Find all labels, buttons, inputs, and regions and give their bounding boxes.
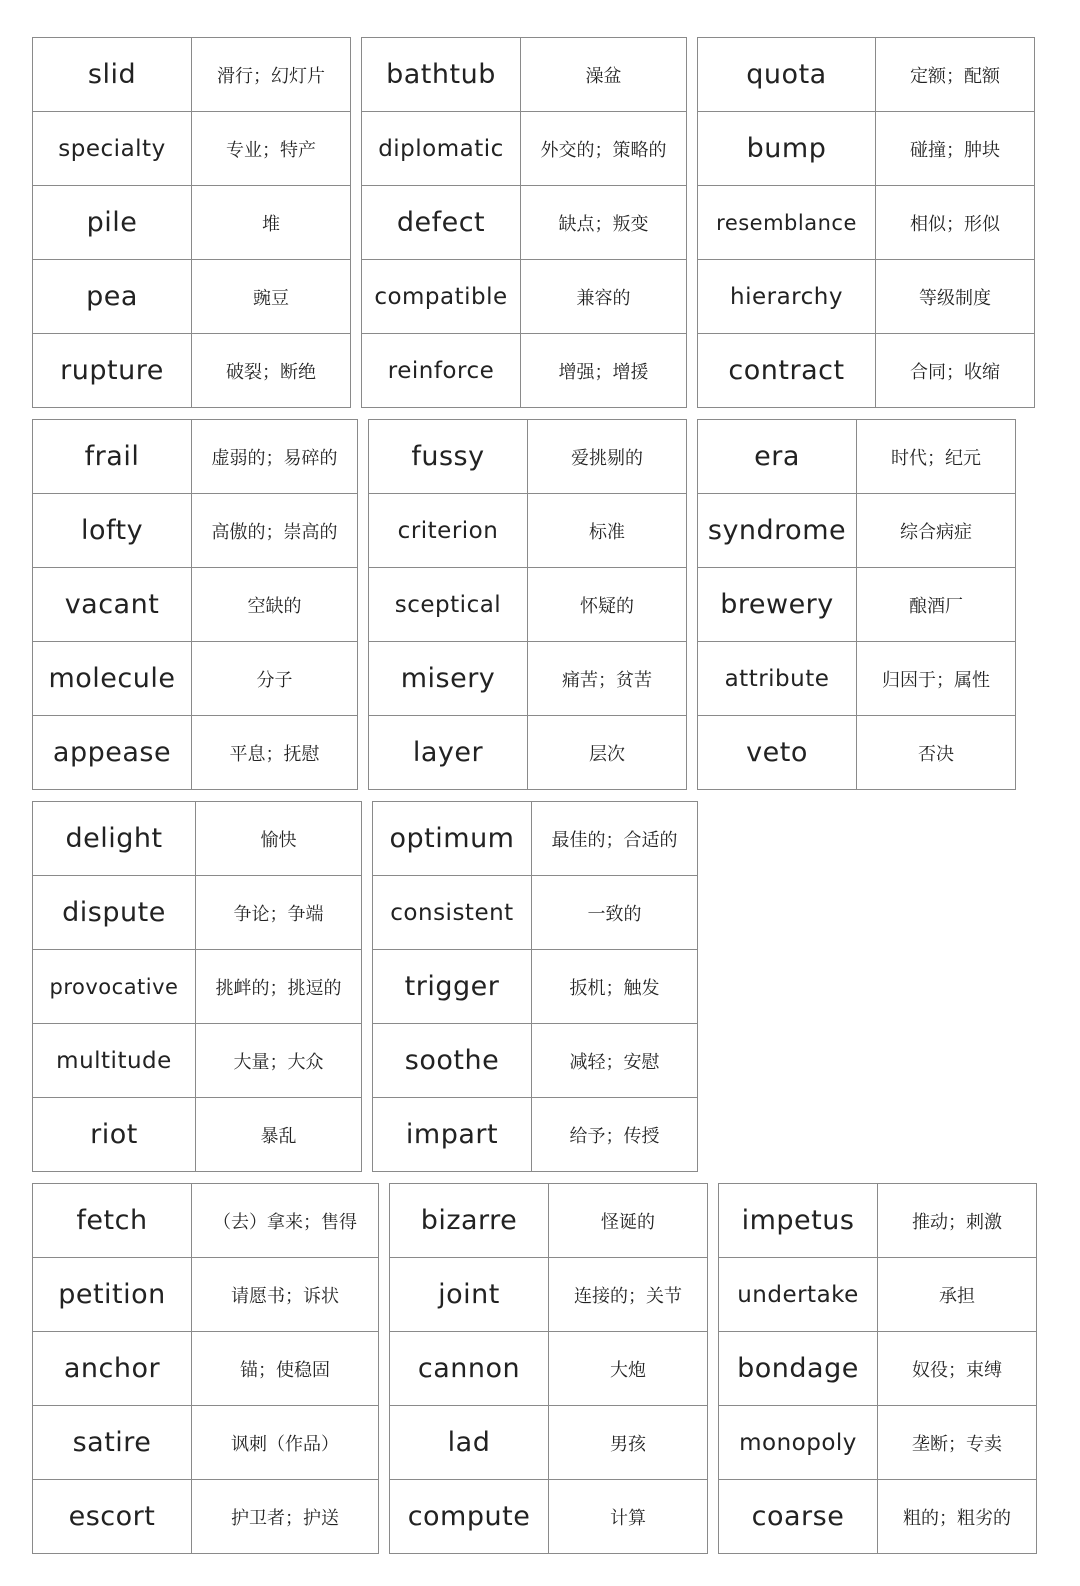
- word-cell: delight: [33, 802, 196, 876]
- word-cell: escort: [33, 1480, 192, 1554]
- meaning-cell: 大量；大众: [196, 1024, 362, 1098]
- word-cell: satire: [33, 1406, 192, 1480]
- word-cell: lofty: [33, 494, 192, 568]
- table-row: [698, 38, 1035, 112]
- meaning-cell: 扳机；触发: [532, 950, 698, 1024]
- table-row: [373, 802, 698, 876]
- word-cell: sceptical: [369, 568, 528, 642]
- meaning-cell: 怪诞的: [549, 1184, 708, 1258]
- word-cell: quota: [698, 38, 876, 112]
- word-cell: hierarchy: [698, 260, 876, 334]
- meaning-cell: 标准: [528, 494, 687, 568]
- table-row: [33, 112, 351, 186]
- meaning-cell: 大炮: [549, 1332, 708, 1406]
- meaning-cell: 粗的；粗劣的: [878, 1480, 1037, 1554]
- table-row: [698, 260, 1035, 334]
- meaning-cell: 请愿书；诉状: [192, 1258, 379, 1332]
- table-row: [698, 568, 1016, 642]
- word-cell: era: [698, 420, 857, 494]
- table-row: [698, 494, 1016, 568]
- meaning-cell: 相似；形似: [876, 186, 1035, 260]
- word-cell: bondage: [719, 1332, 878, 1406]
- meaning-cell: 虚弱的；易碎的: [192, 420, 358, 494]
- word-cell: consistent: [373, 876, 532, 950]
- meaning-cell: 最佳的；合适的: [532, 802, 698, 876]
- word-cell: veto: [698, 716, 857, 790]
- table-row: [698, 186, 1035, 260]
- meaning-cell: 增强；增援: [521, 334, 687, 408]
- vocab-table-10: [389, 1183, 708, 1554]
- meaning-cell: 承担: [878, 1258, 1037, 1332]
- table-row: [390, 1406, 708, 1480]
- word-cell: impart: [373, 1098, 532, 1172]
- meaning-cell: 推动；刺激: [878, 1184, 1037, 1258]
- word-cell: brewery: [698, 568, 857, 642]
- meaning-cell: 层次: [528, 716, 687, 790]
- word-cell: reinforce: [362, 334, 521, 408]
- table-row: [390, 1258, 708, 1332]
- word-cell: petition: [33, 1258, 192, 1332]
- word-cell: rupture: [33, 334, 192, 408]
- table-row: [33, 1258, 379, 1332]
- table-row: [698, 112, 1035, 186]
- word-cell: contract: [698, 334, 876, 408]
- word-cell: joint: [390, 1258, 549, 1332]
- table-row: [390, 1184, 708, 1258]
- word-cell: criterion: [369, 494, 528, 568]
- table-row: [33, 420, 358, 494]
- table-row: [33, 38, 351, 112]
- meaning-cell: 挑衅的；挑逗的: [196, 950, 362, 1024]
- table-row: [33, 642, 358, 716]
- word-cell: misery: [369, 642, 528, 716]
- word-cell: appease: [33, 716, 192, 790]
- word-cell: anchor: [33, 1332, 192, 1406]
- word-cell: fussy: [369, 420, 528, 494]
- word-cell: lad: [390, 1406, 549, 1480]
- word-cell: slid: [33, 38, 192, 112]
- meaning-cell: 专业；特产: [192, 112, 351, 186]
- table-row: [373, 1024, 698, 1098]
- word-cell: optimum: [373, 802, 532, 876]
- word-cell: impetus: [719, 1184, 878, 1258]
- meaning-cell: 分子: [192, 642, 358, 716]
- meaning-cell: 连接的；关节: [549, 1258, 708, 1332]
- meaning-cell: 男孩: [549, 1406, 708, 1480]
- meaning-cell: 兼容的: [521, 260, 687, 334]
- table-row: [719, 1406, 1037, 1480]
- table-row: [369, 420, 687, 494]
- word-cell: fetch: [33, 1184, 192, 1258]
- table-row: [33, 494, 358, 568]
- vocab-table-9: [32, 1183, 379, 1554]
- word-cell: dispute: [33, 876, 196, 950]
- word-cell: frail: [33, 420, 192, 494]
- meaning-cell: 一致的: [532, 876, 698, 950]
- vocab-table-11: [718, 1183, 1037, 1554]
- table-row: [33, 876, 362, 950]
- meaning-cell: 爱挑剔的: [528, 420, 687, 494]
- meaning-cell: 碰撞；肿块: [876, 112, 1035, 186]
- word-cell: defect: [362, 186, 521, 260]
- meaning-cell: 给予；传授: [532, 1098, 698, 1172]
- table-row: [719, 1184, 1037, 1258]
- table-row: [33, 802, 362, 876]
- meaning-cell: 外交的；策略的: [521, 112, 687, 186]
- table-row: [33, 1332, 379, 1406]
- meaning-cell: 归因于；属性: [857, 642, 1016, 716]
- meaning-cell: 综合病症: [857, 494, 1016, 568]
- word-cell: bathtub: [362, 38, 521, 112]
- meaning-cell: 空缺的: [192, 568, 358, 642]
- word-cell: provocative: [33, 950, 196, 1024]
- word-cell: compute: [390, 1480, 549, 1554]
- table-row: [698, 642, 1016, 716]
- meaning-cell: 计算: [549, 1480, 708, 1554]
- vocab-table-5: [368, 419, 687, 790]
- meaning-cell: （去）拿来；售得: [192, 1184, 379, 1258]
- word-cell: resemblance: [698, 186, 876, 260]
- table-row: [33, 716, 358, 790]
- word-cell: vacant: [33, 568, 192, 642]
- table-row: [362, 112, 687, 186]
- word-cell: bump: [698, 112, 876, 186]
- table-row: [33, 1406, 379, 1480]
- word-cell: layer: [369, 716, 528, 790]
- word-cell: diplomatic: [362, 112, 521, 186]
- meaning-cell: 否决: [857, 716, 1016, 790]
- table-row: [719, 1480, 1037, 1554]
- vocab-table-3: [697, 37, 1035, 408]
- meaning-cell: 滑行；幻灯片: [192, 38, 351, 112]
- meaning-cell: 缺点；叛变: [521, 186, 687, 260]
- vocab-table-4: [32, 419, 358, 790]
- word-cell: coarse: [719, 1480, 878, 1554]
- meaning-cell: 奴役；束缚: [878, 1332, 1037, 1406]
- meaning-cell: 豌豆: [192, 260, 351, 334]
- word-cell: specialty: [33, 112, 192, 186]
- meaning-cell: 痛苦；贫苦: [528, 642, 687, 716]
- table-row: [33, 334, 351, 408]
- table-row: [362, 260, 687, 334]
- vocab-table-8: [372, 801, 698, 1172]
- table-row: [373, 1098, 698, 1172]
- table-row: [362, 38, 687, 112]
- meaning-cell: 堆: [192, 186, 351, 260]
- meaning-cell: 减轻；安慰: [532, 1024, 698, 1098]
- meaning-cell: 破裂；断绝: [192, 334, 351, 408]
- meaning-cell: 平息；抚慰: [192, 716, 358, 790]
- vocab-table-7: [32, 801, 362, 1172]
- vocab-table-2: [361, 37, 687, 408]
- word-cell: pile: [33, 186, 192, 260]
- meaning-cell: 澡盆: [521, 38, 687, 112]
- table-row: [33, 1098, 362, 1172]
- table-row: [33, 568, 358, 642]
- meaning-cell: 垄断；专卖: [878, 1406, 1037, 1480]
- word-cell: compatible: [362, 260, 521, 334]
- meaning-cell: 锚；使稳固: [192, 1332, 379, 1406]
- table-row: [390, 1480, 708, 1554]
- table-row: [698, 420, 1016, 494]
- meaning-cell: 讽刺（作品）: [192, 1406, 379, 1480]
- word-cell: multitude: [33, 1024, 196, 1098]
- table-row: [719, 1332, 1037, 1406]
- table-row: [33, 1480, 379, 1554]
- table-row: [373, 876, 698, 950]
- table-row: [33, 186, 351, 260]
- table-row: [369, 494, 687, 568]
- table-row: [369, 568, 687, 642]
- meaning-cell: 护卫者；护送: [192, 1480, 379, 1554]
- table-row: [33, 1024, 362, 1098]
- table-row: [698, 334, 1035, 408]
- meaning-cell: 定额；配额: [876, 38, 1035, 112]
- word-cell: attribute: [698, 642, 857, 716]
- word-cell: riot: [33, 1098, 196, 1172]
- word-cell: monopoly: [719, 1406, 878, 1480]
- meaning-cell: 合同；收缩: [876, 334, 1035, 408]
- table-row: [362, 334, 687, 408]
- table-row: [33, 950, 362, 1024]
- meaning-cell: 酿酒厂: [857, 568, 1016, 642]
- meaning-cell: 暴乱: [196, 1098, 362, 1172]
- meaning-cell: 争论；争端: [196, 876, 362, 950]
- word-cell: pea: [33, 260, 192, 334]
- word-cell: bizarre: [390, 1184, 549, 1258]
- word-cell: syndrome: [698, 494, 857, 568]
- vocab-table-1: [32, 37, 351, 408]
- table-row: [698, 716, 1016, 790]
- word-cell: undertake: [719, 1258, 878, 1332]
- table-row: [362, 186, 687, 260]
- table-row: [33, 1184, 379, 1258]
- meaning-cell: 等级制度: [876, 260, 1035, 334]
- table-row: [719, 1258, 1037, 1332]
- vocab-table-6: [697, 419, 1016, 790]
- table-row: [33, 260, 351, 334]
- table-row: [390, 1332, 708, 1406]
- word-cell: cannon: [390, 1332, 549, 1406]
- meaning-cell: 愉快: [196, 802, 362, 876]
- meaning-cell: 高傲的；崇高的: [192, 494, 358, 568]
- word-cell: trigger: [373, 950, 532, 1024]
- meaning-cell: 怀疑的: [528, 568, 687, 642]
- meaning-cell: 时代；纪元: [857, 420, 1016, 494]
- word-cell: soothe: [373, 1024, 532, 1098]
- word-cell: molecule: [33, 642, 192, 716]
- table-row: [369, 642, 687, 716]
- table-row: [369, 716, 687, 790]
- table-row: [373, 950, 698, 1024]
